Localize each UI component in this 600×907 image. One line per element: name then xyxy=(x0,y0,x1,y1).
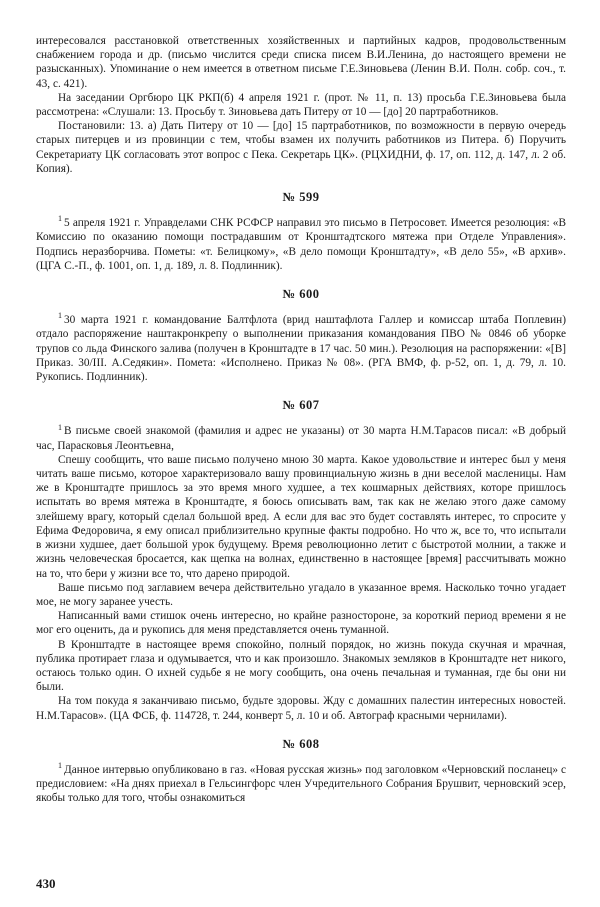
note-599 xyxy=(36,216,566,273)
section-heading-599: № 599 xyxy=(282,190,320,205)
section-heading-600: № 600 xyxy=(282,287,320,302)
note-608 xyxy=(36,763,566,806)
letter-paragraph-3: Написанный вами стишок очень интересно, но крайне разностороне, за короткий период времени я не мог его оценить, да и рукопись для меня представляется очень туманной. xyxy=(36,610,566,637)
note-607 xyxy=(36,424,566,452)
intro-paragraph-1: интересовался расстановкой ответственных хозяйственных и партийных кадров, продовольственным снабжением города и др. (письмо числится среди списка писем В.И.Ленина, до настоящего времени не разысканных). Упоминание о нем имеется в ответном письме Г.Е.Зиновьева (Ленин В.И. Полн. собр. соч., т. 43, с. 421). xyxy=(36,35,566,90)
letter-paragraph-5: На том покуда я заканчиваю письмо, будьте здоровы. Жду с домашних палестин интересных новостей. Н.М.Тарасов». (ЦА ФСБ, ф. 114728, т. 244, конверт 5, л. 10 и об. Автограф красными чернилами). xyxy=(36,695,566,722)
section-heading-607: № 607 xyxy=(282,398,320,413)
note-600-text: 30 марта 1921 г. командование Балтфлота (врид наштафлота Галлер и комиссар штаба Поплевин) отдало распоряжение наштакронкрепу о выполнении приказания командования ПВО № 0846 об уборке трупов со льда Финского залива (получен в Кронштадте в 17 час. 50 мин.). Резолюция на распоряжении: «[В] Приказ. 30/III. А.Седякин». Помета: «Исполнено. Приказ № 08». (РГА ВМФ, ф. р-52, оп. 1, д. 79, л. 10. Рукопись. Подлинник). xyxy=(36,314,566,384)
document-page xyxy=(36,34,566,806)
note-600 xyxy=(36,313,566,384)
intro-paragraph-2: На заседании Оргбюро ЦК РКП(б) 4 апреля 1921 г. (прот. № 11, п. 13) просьба Г.Е.Зиновьева была рассмотрена: «Слушали: 13. Просьбу т. Зиновьева дать Питеру от 10 — [до] 20 партработников. xyxy=(36,91,566,119)
footnote-marker: 1 xyxy=(58,311,62,321)
note-607-text: В письме своей знакомой (фамилия и адрес не указаны) от 30 марта Н.М.Тарасов писал: «В добрый час, Парасковья Леонтьевна, xyxy=(36,425,566,452)
page-number: 430 xyxy=(36,876,56,891)
intro-paragraph-3: Постановили: 13. а) Дать Питеру от 10 — [до] 15 партработников, по возможности в первую очередь старых питерцев и из провинции с тем, чтобы взамен их получить работников из Питера. б) Поручить Секретариату ЦК согласовать этот вопрос с Пека. Секретарь ЦК». (РЦХИДНИ, ф. 17, оп. 112, д. 147, л. 2 об. Копия). xyxy=(36,120,566,175)
letter-paragraph-1: Спешу сообщить, что ваше письмо получено мною 30 марта. Какое удовольствие и интерес был у меня читать ваше письмо, которое характеризовало вашу провинциальную жизнь в дни веселой масленицы. Нам же в Кронштадте пришлось за это время много худшее, а тех кошмарных действиях, которе пришлось испытать во время мятежа в Кронштадте, я боюсь описывать вам, так как не желаю этого даже самому злейшему врагу, который сделал большой вред. А если для вас это будет составлять интерес, то спросите у Ефима Федоровича, я ему описал приблизительно крупные факты подробно. Но что ж, все то, что испытали в жизни худшее, дает большой урок будущему. Время революционно летит с быстротой молнии, а также и жизнь человеческая бросается, как щепка на волнах, единственно в настоящее [время] рассчитывать можно на то, что бери у жизни все то, что дарено природой. xyxy=(36,453,566,580)
note-608-text: Данное интервью опубликовано в газ. «Новая русская жизнь» под заголовком «Черновский посланец» с предисловием: «На днях приехал в Гельсингфорс член Учредительного Собрания Брушвит, черновский эсер, якобы только для того, чтобы ознакомиться xyxy=(36,763,566,805)
section-heading-608: № 608 xyxy=(282,736,320,751)
letter-paragraph-4: В Кронштадте в настоящее время спокойно, полный порядок, но жизнь покуда скучная и мрачная, публика протирает глаза и одумывается, что и как произошло. Знакомых земляков в Кронштадте нет никого, остаюсь только один. О ихней судьбе я не могу сообщить, она очень печальная и туманная, где бы они ни были. xyxy=(36,638,566,694)
letter-paragraph-2: Ваше письмо под заглавием вечера действительно угадало в указанное время. Насколько точно угадает мое, не могу заранее учесть. xyxy=(36,581,566,608)
note-599-text: 5 апреля 1921 г. Управделами СНК РСФСР направил это письмо в Петросовет. Имеется резолюция: «В Комиссию по оказанию помощи пострадавшим от Кронштадтского мятежа при Отделе Управления». Подпись неразборчива. Пометы: «т. Белицкому», «В дело помощи Кронштадту», «В дело 55», «В архив». (ЦГА С.-П., ф. 1001, оп. 1, д. 189, л. 8. Подлинник). xyxy=(36,217,566,272)
footnote-marker: 1 xyxy=(58,422,62,432)
footnote-marker: 1 xyxy=(58,214,62,224)
footnote-marker: 1 xyxy=(58,761,62,771)
